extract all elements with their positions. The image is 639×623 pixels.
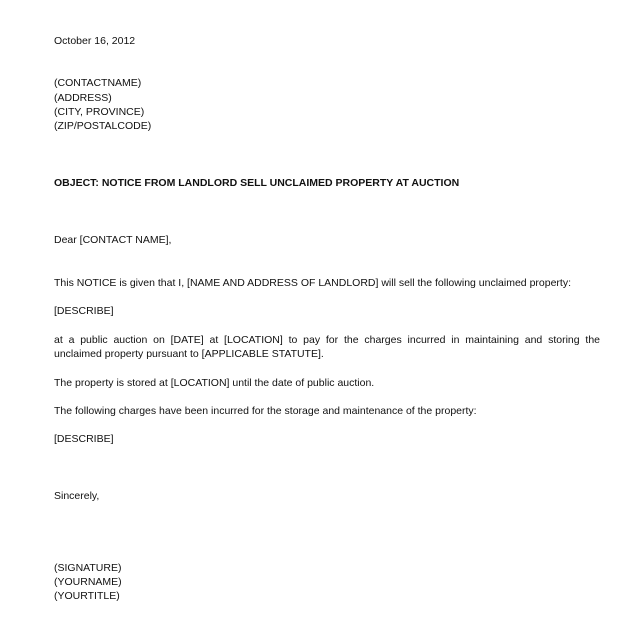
charges-paragraph: The following charges have been incurred for the storage and maintenance of the property: <box>54 405 477 417</box>
sender-title: (YOURTITLE) <box>54 590 120 602</box>
closing: Sincerely, <box>54 490 100 502</box>
auction-paragraph <box>54 333 600 361</box>
signature-line: (SIGNATURE) <box>54 562 122 574</box>
storage-location-paragraph: The property is stored at [LOCATION] until the date of public auction. <box>54 377 375 389</box>
recipient-zip: (ZIP/POSTALCODE) <box>54 120 152 132</box>
notice-paragraph: This NOTICE is given that I, [NAME AND ADDRESS OF LANDLORD] will sell the following unclaimed property: <box>54 277 572 289</box>
sender-name: (YOURNAME) <box>54 576 122 588</box>
letter-date: October 16, 2012 <box>54 35 136 47</box>
recipient-address: (ADDRESS) <box>54 92 112 104</box>
recipient-city-province: (CITY, PROVINCE) <box>54 106 145 118</box>
auction-paragraph-line-2: unclaimed property pursuant to [APPLICABLE STATUTE]. <box>54 348 324 360</box>
recipient-contact-name: (CONTACTNAME) <box>54 77 142 89</box>
auction-paragraph-line-1: at a public auction on [DATE] at [LOCATION] to pay for the charges incurred in maintaining and storing the <box>54 334 600 346</box>
salutation: Dear [CONTACT NAME], <box>54 234 172 246</box>
describe-placeholder-2: [DESCRIBE] <box>54 433 114 445</box>
describe-placeholder-1: [DESCRIBE] <box>54 305 114 317</box>
letter-subject: OBJECT: NOTICE FROM LANDLORD SELL UNCLAIMED PROPERTY AT AUCTION <box>54 177 460 189</box>
